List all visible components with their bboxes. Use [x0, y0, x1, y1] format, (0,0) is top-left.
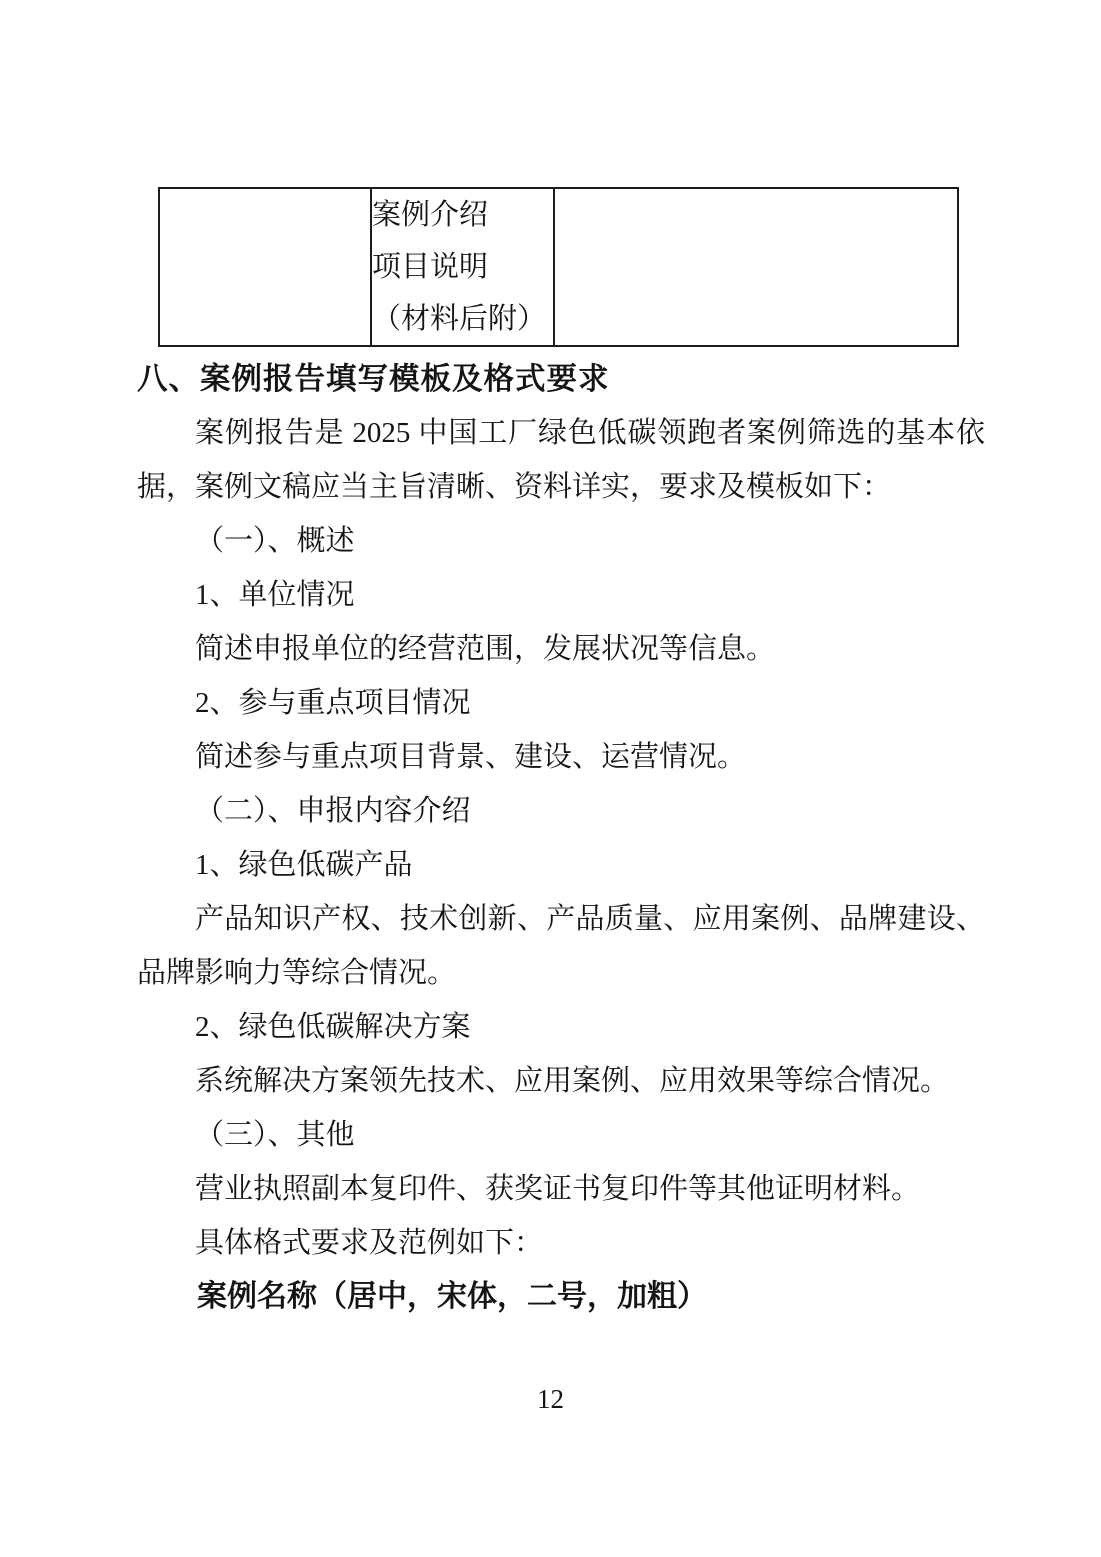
cell-line-2: 项目说明 [372, 251, 489, 283]
paragraph-sub3-title: （三）、其他 [195, 1119, 355, 1151]
table-row [159, 188, 958, 346]
table-cell-empty-left [159, 188, 371, 346]
paragraph-item4-title: 2、绿色低碳解决方案 [195, 1011, 471, 1043]
paragraph-sub3-desc: 营业执照副本复印件、获奖证书复印件等其他证明材料。 [195, 1173, 921, 1205]
paragraph-sub2-title: （二）、申报内容介绍 [195, 795, 471, 827]
paragraph-item1-desc: 简述申报单位的经营范围，发展状况等信息。 [195, 633, 776, 665]
paragraph-item1-title: 1、单位情况 [195, 579, 355, 611]
document-body [137, 352, 985, 1324]
table-cell-case-intro [371, 188, 554, 346]
paragraph-item3-title: 1、绿色低碳产品 [195, 849, 413, 881]
paragraph-item2-title: 2、参与重点项目情况 [195, 687, 471, 719]
paragraph-format-note: 具体格式要求及范例如下： [195, 1227, 544, 1259]
paragraph-case-title-example: 案例名称（居中，宋体，二号，加粗） [197, 1280, 707, 1313]
page-number: 12 [537, 1384, 564, 1414]
section-heading: 八、案例报告填写模板及格式要求 [137, 362, 610, 396]
paragraph-item4-desc: 系统解决方案领先技术、应用案例、应用效果等综合情况。 [195, 1065, 950, 1097]
paragraph-item2-desc: 简述参与重点项目背景、建设、运营情况。 [195, 741, 747, 773]
cell-line-1: 案例介绍 [372, 199, 489, 231]
attachment-table [158, 187, 959, 347]
paragraph-intro: 案例报告是 2025 中国工厂绿色低碳领跑者案例筛选的基本依据，案例文稿应当主旨清晰、资料详实，要求及模板如下： [137, 417, 985, 503]
paragraph-sub1-title: （一）、概述 [195, 525, 355, 557]
table-cell-empty-right [554, 188, 958, 346]
paragraph-item3-desc: 产品知识产权、技术创新、产品质量、应用案例、品牌建设、品牌影响力等综合情况。 [137, 903, 985, 989]
cell-line-3: （材料后附） [372, 303, 547, 335]
